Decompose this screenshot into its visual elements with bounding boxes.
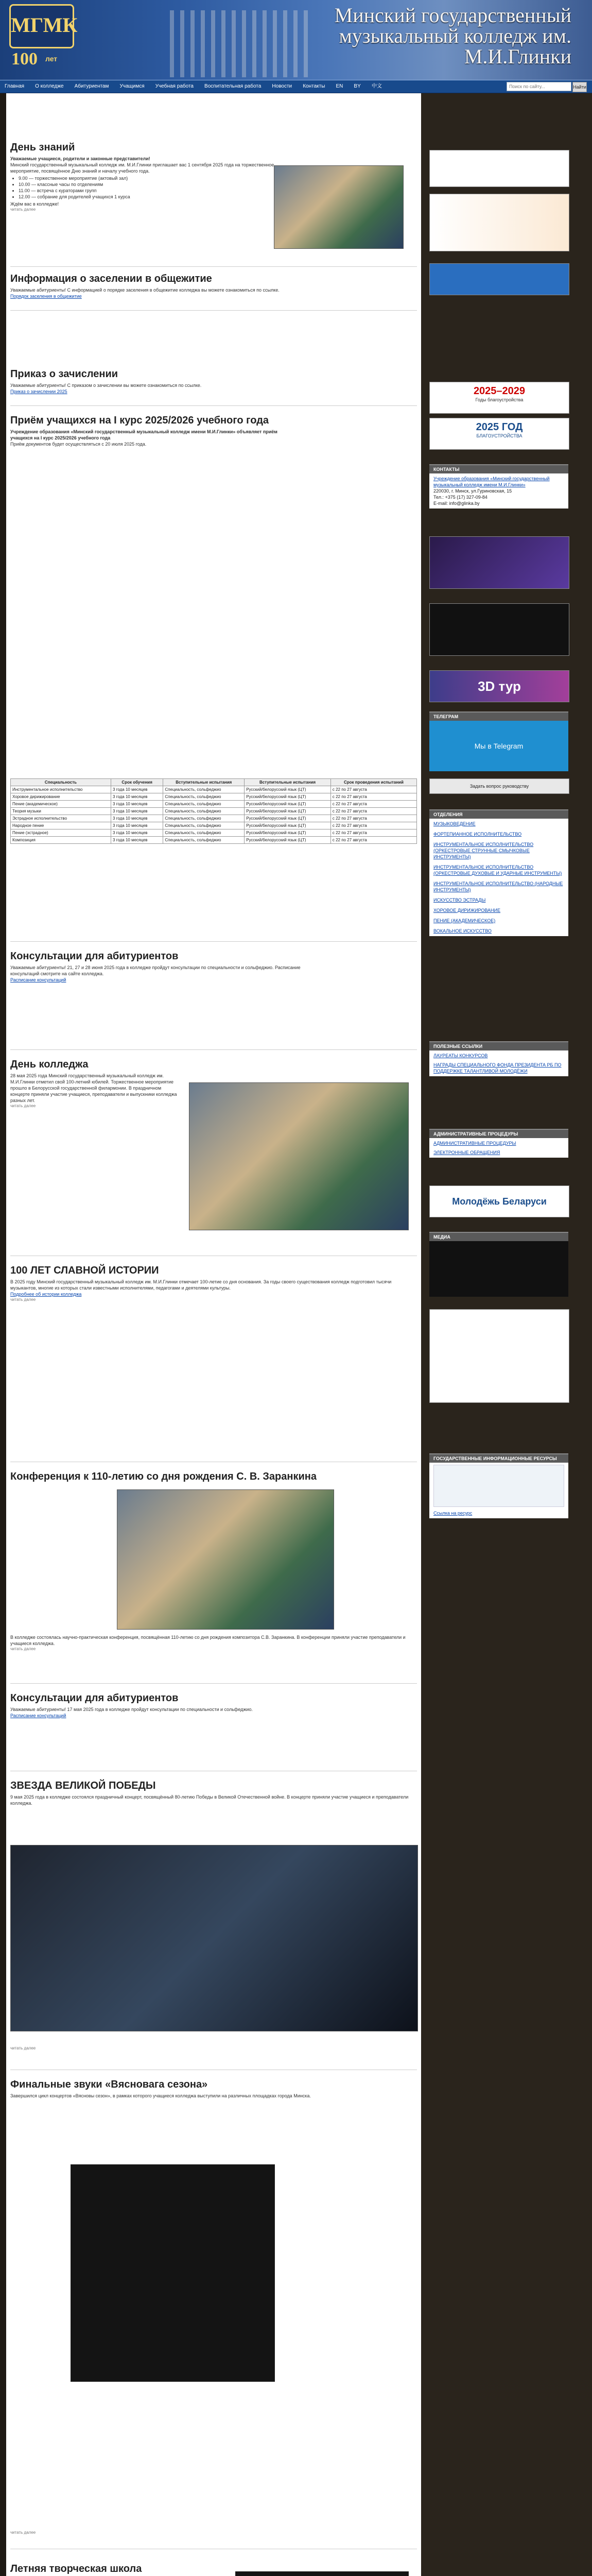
news-dormitory [6,271,421,299]
news-image [117,1489,334,1630]
table-cell: Эстрадное исполнительство [11,815,111,822]
news-image [189,1082,409,1230]
table-cell: с 22 по 27 августа [330,829,416,837]
news-body: Минский государственный музыкальный колледж им. М.И.Глинки приглашает вас 1 сентября 2025 года на торжественное мероприятие, посвящённое Дню знаний и началу учебного года. [10,162,274,174]
state-resource-image[interactable] [433,1465,564,1507]
table-cell: Специальность, сольфеджио [163,808,245,815]
news-body: 9 мая 2025 года в колледже состоялся праздничный концерт, посвящённый 80-летию Победы в Великой Отечественной войне. В концерте приняли участие учащиеся и преподаватели колледжа. [10,1794,409,1806]
procedures-body [429,1138,568,1158]
banner-years: 2025–2029 [473,385,526,397]
table-cell: Инструментальное исполнительство [11,786,111,793]
table-header: Вступительные испытания [245,779,331,786]
news-spring-season [6,2077,421,2099]
banner-years-sub: Годы благоустройства [475,397,524,402]
table-cell: с 22 по 27 августа [330,786,416,793]
news-title[interactable]: Финальные звуки «Вясновага сезона» [10,2079,208,2090]
social-banner[interactable] [429,1309,569,1403]
department-link[interactable]: ИНСТРУМЕНТАЛЬНОЕ ИСПОЛНИТЕЛЬСТВО (ОРКЕСТРОВЫЕ СТРУННЫЕ СМЫЧКОВЫЕ ИНСТРУМЕНТЫ) [433,842,534,859]
news-body: В 2025 году Минский государственный музыкальный колледж им. М.И.Глинки отмечает 100-летие со дня основания. За годы своего существования колледж подготовил тысячи музыкантов, многие из которых стали известными исполнителями, педагогами и деятелями культуры. [10,1279,392,1291]
table-cell: Русский/белорусский язык (ЦТ) [245,822,331,829]
table-cell: Специальность, сольфеджио [163,793,245,801]
search-input[interactable]: Поиск по сайту... [507,82,571,91]
table-cell: Специальность, сольфеджио [163,837,245,844]
left-decor-panel [0,93,6,2576]
table-row [11,822,417,829]
department-link[interactable]: ИНСТРУМЕНТАЛЬНОЕ ИСПОЛНИТЕЛЬСТВО (ОРКЕСТРОВЫЕ ДУХОВЫЕ И УДАРНЫЕ ИНСТРУМЕНТЫ) [433,865,562,876]
news-enrollment-order [6,366,421,395]
read-more-link[interactable]: читать далее [10,2046,36,2050]
telegram-link[interactable]: Мы в Telegram [429,721,568,771]
table-cell: Специальность, сольфеджио [163,786,245,793]
news-consultations-1 [6,948,421,983]
table-row [11,837,417,844]
news-title[interactable]: ЗВЕЗДА ВЕЛИКОЙ ПОБЕДЫ [10,1780,156,1791]
media-player[interactable] [429,1241,568,1297]
table-cell: 3 года 10 месяцев [111,808,163,815]
contacts-heading: КОНТАКТЫ [429,464,568,473]
news-body: Уважаемые абитуриенты! С информацией о порядке заселения в общежитие колледжа вы можете ознакомиться по ссылке. [10,287,280,293]
table-cell: Хоровое дирижирование [11,793,111,801]
site-header [0,0,592,80]
logo-100: 100 [11,49,38,69]
table-cell: 3 года 10 месяцев [111,837,163,844]
event-poster [235,2571,409,2576]
read-more-link[interactable]: читать далее [10,1104,36,1108]
banner[interactable] [429,263,569,295]
table-header: Специальность [11,779,111,786]
table-header: Срок проведения испытаний [330,779,416,786]
table-row [11,808,417,815]
news-title[interactable]: 100 ЛЕТ СЛАВНОЙ ИСТОРИИ [10,1265,159,1276]
college-logo[interactable] [9,4,78,69]
table-header: Вступительные испытания [163,779,245,786]
nav-lang-en[interactable]: EN [336,83,343,89]
divider [10,1683,417,1684]
main-nav [0,80,592,93]
state-resource-link[interactable]: Ссылка на ресурс [433,1511,473,1516]
table-cell: Пение (академическое) [11,801,111,808]
table-cell: с 22 по 27 августа [330,822,416,829]
nav-item-news[interactable]: Новости [272,83,292,89]
news-link[interactable]: Расписание консультаций [10,977,66,982]
improvement-years-banner[interactable] [429,382,569,414]
department-link[interactable]: ФОРТЕПИАННОЕ ИСПОЛНИТЕЛЬСТВО [433,832,522,837]
useful-links-heading: ПОЛЕЗНЫЕ ССЫЛКИ [429,1041,568,1050]
contact-address: 220030, г. Минск, ул.Гуриновская, 15 [433,488,512,494]
department-link[interactable]: МУЗЫКОВЕДЕНИЕ [433,821,476,826]
contact-phone: Тел.: +375 (17) 327-09-84 [433,495,487,500]
video-banner[interactable] [429,536,569,589]
news-admission [6,413,421,447]
useful-links-block [429,1041,568,1076]
news-lead: Уважаемые учащиеся, родители и законные представители! [10,156,150,161]
useful-links-body [429,1050,568,1076]
table-cell: 3 года 10 месяцев [111,822,163,829]
nav-item-students[interactable]: Учащимся [119,83,145,89]
table-cell: 3 года 10 месяцев [111,815,163,822]
procedure-link[interactable]: АДМИНИСТРАТИВНЫЕ ПРОЦЕДУРЫ [433,1141,516,1146]
divider [10,941,417,942]
award-banner[interactable] [429,194,569,251]
table-cell: Русский/белорусский язык (ЦТ) [245,786,331,793]
table-cell: Русский/белорусский язык (ЦТ) [245,829,331,837]
news-title[interactable]: День знаний [10,142,75,153]
media-block [429,1232,568,1297]
contact-email[interactable]: E-mail: info@glinka.by [433,501,480,506]
table-row [11,786,417,793]
table-cell: 3 года 10 месяцев [111,829,163,837]
table-cell: Русский/белорусский язык (ЦТ) [245,837,331,844]
read-more-link[interactable]: читать далее [10,2530,36,2535]
state-resources-body [429,1463,568,1518]
table-cell: Русский/белорусский язык (ЦТ) [245,801,331,808]
nav-item-education[interactable]: Воспитательная работа [204,83,262,89]
news-link[interactable]: Порядок заселения в общежитие [10,294,82,299]
read-more-link[interactable]: читать далее [10,1297,36,1302]
department-link[interactable]: ПЕНИЕ (АКАДЕМИЧЕСКОЕ) [433,918,496,923]
list-item: • 10.00 — классные часы по отделениям [19,181,276,188]
nav-item-home[interactable]: Главная [5,83,25,89]
logo-text: МГМК [9,4,74,48]
divider [10,266,417,267]
news-victory-star [6,1778,421,1806]
nav-item-contacts[interactable]: Контакты [303,83,325,89]
table-cell: 3 года 10 месяцев [111,801,163,808]
table-cell: Композиция [11,837,111,844]
departments-block [429,809,568,936]
improvement-2025-banner[interactable] [429,418,569,450]
table-cell: с 22 по 27 августа [330,808,416,815]
nav-item-study[interactable]: Учебная работа [155,83,194,89]
table-row [11,815,417,822]
list-item: • 11.00 — встреча с кураторами групп [19,188,276,194]
table-header: Срок обучения [111,779,163,786]
media-heading: МЕДИА [429,1232,568,1241]
table-row [11,829,417,837]
news-title[interactable]: День колледжа [10,1059,89,1070]
news-body: Уважаемые абитуриенты! 21, 27 и 28 июня 2025 года в колледже пройдут консультации по специальности и сольфеджио. Расписание консультаций смотрите на сайте колледжа. [10,965,301,976]
table-cell: Теория музыки [11,808,111,815]
procedures-heading: АДМИНИСТРАТИВНЫЕ ПРОЦЕДУРЫ [429,1129,568,1138]
table-header-row [11,779,417,786]
divider [10,405,417,406]
news-title[interactable]: Приказ о зачислении [10,368,118,380]
search-button[interactable]: Найти [572,82,587,92]
contacts-block [429,464,568,509]
table-cell: с 22 по 27 августа [330,793,416,801]
table-cell: Специальность, сольфеджио [163,829,245,837]
main-content [6,93,421,2576]
state-resources-heading: ГОСУДАРСТВЕННЫЕ ИНФОРМАЦИОННЫЕ РЕСУРСЫ [429,1453,568,1463]
procedures-block [429,1129,568,1158]
news-title[interactable]: Консультации для абитуриентов [10,1692,179,1704]
read-more-link[interactable]: читать далее [10,1647,36,1651]
news-body: Приём документов будет осуществляться с 20 июля 2025 года. [10,442,147,447]
useful-link[interactable]: ЛАУРЕАТЫ КОНКУРСОВ [433,1053,488,1058]
useful-link[interactable]: НАГРАДЫ СПЕЦИАЛЬНОГО ФОНДА ПРЕЗИДЕНТА РБ ПО ПОДДЕРЖКЕ ТАЛАНТЛИВОЙ МОЛОДЁЖИ [433,1062,562,1074]
news-body: Завершился цикл концертов «Вясновы сезон», в рамках которого учащиеся колледжа выступили на различных площадках города Минска. [10,2093,311,2098]
news-video[interactable] [10,1845,418,2031]
site-title: Минский государственный музыкальный колледж им. М.И.Глинки [334,4,571,68]
nav-item-applicants[interactable]: Абитуриентам [74,83,109,89]
news-body: В колледже состоялась научно-практическая конференция, посвящённая 110-летию со дня рождения композитора С.В. Заранкина. В конференции приняли участие преподаватели и учащиеся колледжа. [10,1635,406,1646]
news-link[interactable]: Приказ о зачислении 2025 [10,389,67,394]
news-title[interactable]: Конференция к 110-летию со дня рождения С. В. Заранкина [10,1471,317,1482]
nav-lang-cn[interactable]: 中文 [371,83,382,89]
banner-2025-sub: БЛАГОУСТРОЙСТВА [476,433,523,438]
event-poster [71,2164,275,2382]
department-link[interactable]: ИНСТРУМЕНТАЛЬНОЕ ИСПОЛНИТЕЛЬСТВО (НАРОДНЫЕ ИНСТРУМЕНТЫ) [433,881,563,892]
table-cell: с 22 по 27 августа [330,815,416,822]
table-cell: Русский/белорусский язык (ЦТ) [245,808,331,815]
news-body: Уважаемые абитуриенты! С приказом о зачислении вы можете ознакомиться по ссылке. [10,383,202,388]
table-row [11,801,417,808]
banner-2025: 2025 ГОД [476,421,523,433]
department-link[interactable]: ВОКАЛЬНОЕ ИСКУССТВО [433,928,492,934]
table-cell: Специальность, сольфеджио [163,801,245,808]
news-title[interactable]: Приём учащихся на I курс 2025/2026 учебного года [10,415,269,426]
nav-item-about[interactable]: О колледже [35,83,64,89]
state-resources-block [429,1453,568,1518]
table-cell: Народное пение [11,822,111,829]
video-player[interactable] [429,603,569,656]
logo-years: лет [45,55,58,63]
table-cell: 3 года 10 месяцев [111,786,163,793]
contacts-body [429,473,568,509]
news-title[interactable]: Консультации для абитуриентов [10,951,179,962]
news-link[interactable]: Подробнее об истории колледжа [10,1292,82,1297]
read-more-link[interactable]: читать далее [10,207,36,212]
divider [10,310,417,311]
departments-body [429,819,568,936]
news-subtitle: Учреждение образования «Минский государственный музыкальный колледж имени М.И.Глинки» объявляет приём учащихся на I курс 2025/2026 учебного года [10,429,277,440]
department-link[interactable]: ХОРОВОЕ ДИРИЖИРОВАНИЕ [433,908,501,913]
telegram-heading: ТЕЛЕГРАМ [429,711,568,721]
divider [10,1049,417,1050]
table-cell: с 22 по 27 августа [330,837,416,844]
right-sidebar [429,93,592,1845]
table-cell: Специальность, сольфеджио [163,822,245,829]
ask-question-button[interactable]: Задать вопрос руководству [429,778,569,794]
nav-lang-by[interactable]: BY [354,83,361,89]
department-link[interactable]: ИСКУССТВО ЭСТРАДЫ [433,897,486,903]
news-body: Уважаемые абитуриенты! 17 мая 2025 года в колледже пройдут консультации по специальности и сольфеджио. [10,1707,253,1712]
table-cell: Специальность, сольфеджио [163,815,245,822]
table-row [11,793,417,801]
news-image [274,165,404,249]
table-cell: Русский/белорусский язык (ЦТ) [245,793,331,801]
table-cell: Пение (эстрадное) [11,829,111,837]
3d-tour-banner[interactable]: 3D тур [429,670,569,702]
news-100-years [6,1263,421,1302]
youth-banner[interactable]: Молодёжь Беларуси [429,1185,569,1217]
telegram-block [429,711,568,771]
procedure-link[interactable]: ЭЛЕКТРОННЫЕ ОБРАЩЕНИЯ [433,1150,500,1155]
contact-org[interactable]: Учреждение образования «Минский государственный музыкальный колледж имени М.И.Глинки» [433,476,550,487]
news-consultations-2 [6,1690,421,1719]
news-body: 28 мая 2025 года Минский государственный музыкальный колледж им. М.И.Глинки отметил свой 100-летний юбилей. Торжественное мероприятие прошло в Белорусской государственной филармонии. В праздничном концерте приняли участие учащиеся, преподаватели и выпускники колледжа разных лет. [10,1073,177,1103]
admission-table [10,778,417,844]
news-title[interactable]: Летняя творческая школа [10,2563,142,2574]
news-closing: Ждём вас в колледже! [10,201,59,207]
emblem-banner[interactable] [429,150,569,187]
table-cell: 3 года 10 месяцев [111,793,163,801]
list-item: • 9.00 — торжественное мероприятие (актовый зал) [19,175,276,181]
news-title[interactable]: Информация о заселении в общежитие [10,273,212,284]
table-cell: Русский/белорусский язык (ЦТ) [245,815,331,822]
departments-heading: ОТДЕЛЕНИЯ [429,809,568,819]
list-item: • 12.00 — собрание для родителей учащихся 1 курса [19,194,276,200]
news-link[interactable]: Расписание консультаций [10,1713,66,1718]
table-cell: с 22 по 27 августа [330,801,416,808]
